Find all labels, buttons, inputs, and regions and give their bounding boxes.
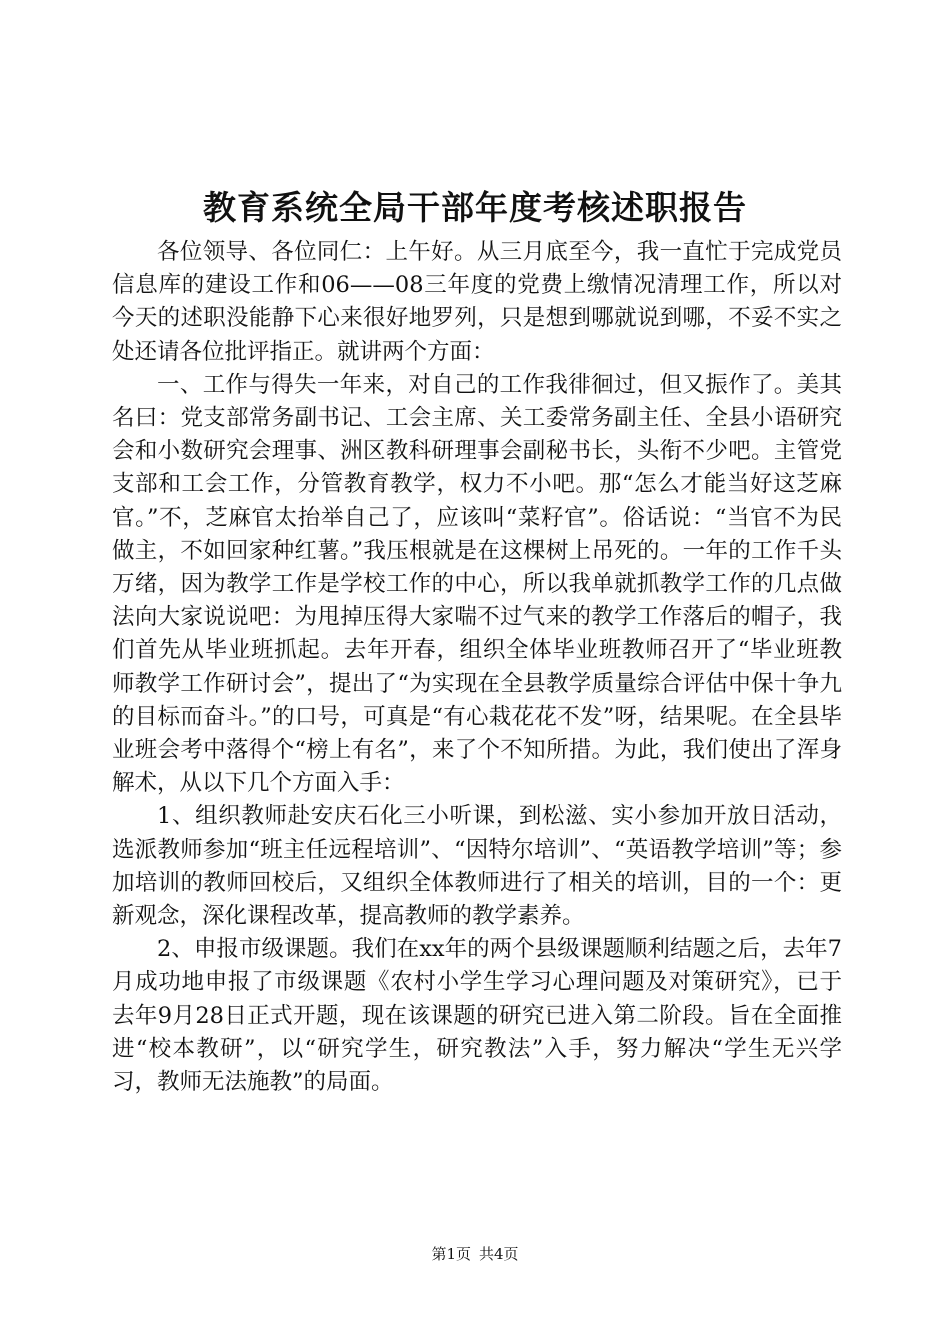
paragraph-section-one: 一、工作与得失一年来，对自己的工作我徘徊过，但又振作了。美其名曰：党支部常务副书记、工会主席、关工委常务副主任、全县小语研究会和小数研究会理事、洲区教科研理事会副秘书长，头衔不少吧。主管党支部和工会工作，分管教育教学，权力不小吧。那“怎么才能当好这芝麻官。”不，芝麻官太抬举自己了，应该叫“菜籽官”。俗话说：“当官不为民做主，不如回家种红薯。”我压根就是在这棵树上吊死的。一年的工作千头万绪，因为教学工作是学校工作的中心，所以我单就抓教学工作的几点做法向大家说说吧：为甩掉压得大家喘不过气来的教学工作落后的帽子，我们首先从毕业班抓起。去年开春，组织全体毕业班教师召开了“毕业班教师教学工作研讨会”，提出了“为实现在全县教学质量综合评估中保十争九的目标而奋斗。”的口号，可真是“有心栽花花不发”呀，结果呢。在全县毕业班会考中落得个“榜上有名”，来了个不知所措。为此，我们使出了浑身解术，从以下几个方面入手： (112, 371, 842, 797)
paragraph-greeting: 各位领导、各位同仁：上午好。从三月底至今，我一直忙于完成党员信息库的建设工作和06——08三年度的党费上缴情况清理工作，所以对今天的述职没能静下心来很好地罗列，只是想到哪就说到哪，不妥不实之处还请各位批评指正。就讲两个方面： (112, 239, 842, 365)
document-body (112, 236, 842, 1099)
document-title: 教育系统全局干部年度考核述职报告 (203, 188, 747, 227)
page-number: 第1页 (431, 1245, 471, 1263)
paragraph-item-one: 1、组织教师赴安庆石化三小听课，到松滋、实小参加开放日活动，选派教师参加“班主任远程培训”、“因特尔培训”、“英语教学培训”等；参加培训的教师回校后，又组织全体教师进行了相关的培训，目的一个：更新观念，深化课程改革，提高教师的教学素养。 (112, 803, 842, 930)
page-total: 共4页 (479, 1245, 519, 1263)
paragraph-item-two: 2、申报市级课题。我们在xx年的两个县级课题顺利结题之后，去年7月成功地申报了市级课题《农村小学生学习心理问题及对策研究》，已于去年9月28日正式开题，现在该课题的研究已进入第二阶段。旨在全面推进“校本教研”，以“研究学生，研究教法”入手，努力解决“学生无兴学习，教师无法施教”的局面。 (112, 936, 842, 1096)
page-footer (0, 1244, 950, 1264)
